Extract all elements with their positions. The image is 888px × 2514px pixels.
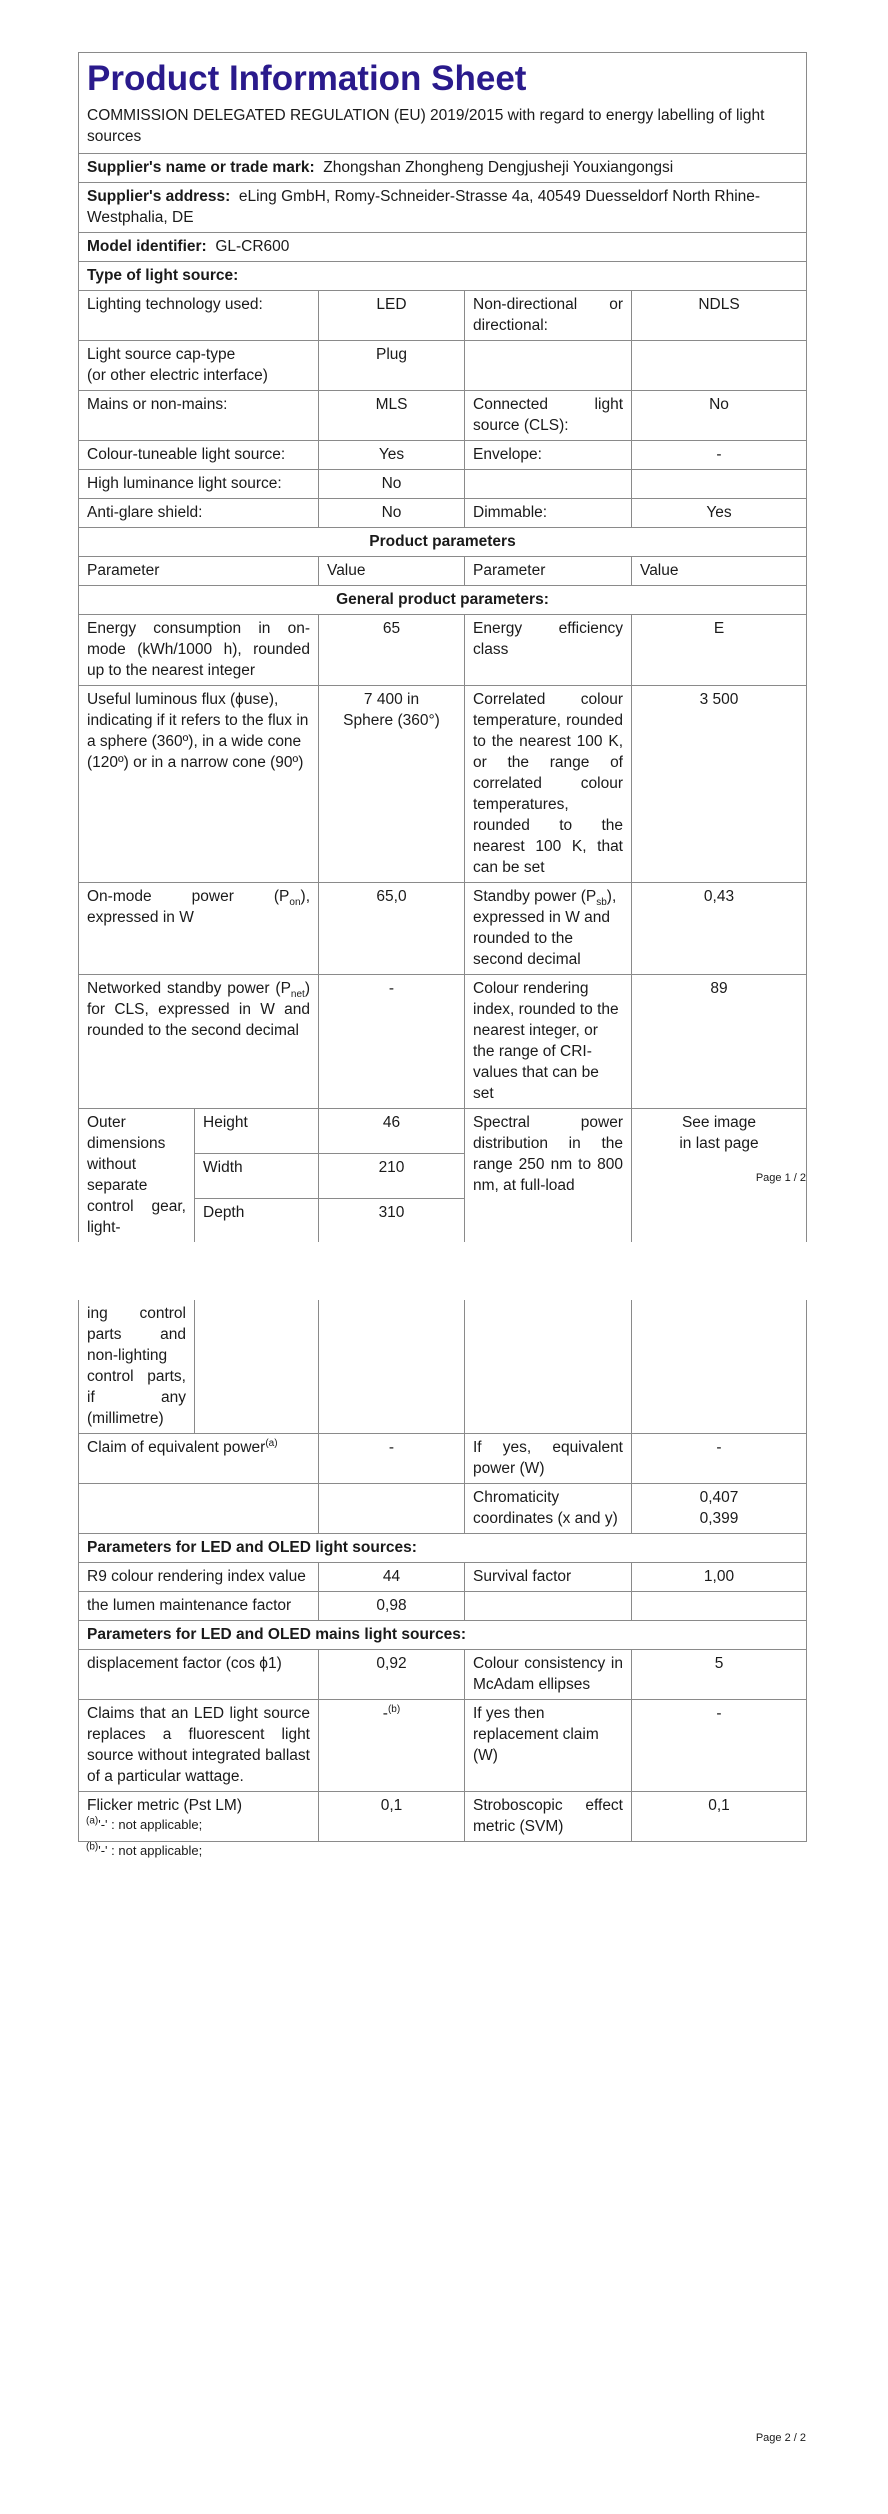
chromaticity-label: Chromaticity coordinates (x and y) bbox=[465, 1484, 632, 1534]
empty-cell bbox=[465, 1592, 632, 1621]
height-value: 46 bbox=[319, 1109, 465, 1154]
mains-parameters-heading: Parameters for LED and OLED mains light sources: bbox=[79, 1621, 807, 1650]
width-value: 210 bbox=[319, 1153, 465, 1198]
regulation-text: COMMISSION DELEGATED REGULATION (EU) 2019/2015 with regard to energy labelling of light sources bbox=[87, 107, 765, 145]
cri-label: Colour rendering index, rounded to the nearest integer, or the range of CRI-values that can be set bbox=[465, 975, 632, 1109]
energy-consumption-label: Energy consumption in on-mode (kWh/1000 h), rounded up to the nearest integer bbox=[79, 615, 319, 686]
dimensions-empty-cell bbox=[319, 1300, 465, 1434]
standby-power-value: 0,43 bbox=[632, 883, 807, 975]
survival-factor-label: Survival factor bbox=[465, 1563, 632, 1592]
type-row bbox=[79, 391, 807, 441]
height-label: Height bbox=[195, 1109, 319, 1154]
supplier-name-row bbox=[79, 154, 807, 183]
page-1 bbox=[0, 0, 888, 1236]
type-row bbox=[79, 291, 807, 341]
replacement-claim-value: -$^{(b)}$ bbox=[319, 1700, 465, 1792]
equivalent-power-claim-label: Claim of equivalent power$^{(a)}$ bbox=[79, 1434, 319, 1484]
type-label bbox=[465, 341, 632, 391]
outer-dimensions-label: Outer dimensions without separate control gear, light- bbox=[79, 1109, 195, 1243]
equivalent-power-claim-value: - bbox=[319, 1434, 465, 1484]
standby-power-label: Standby power $(P_{sb})$, expressed in W and rounded to the second decimal bbox=[465, 883, 632, 975]
page-number: Page 2 / 2 bbox=[755, 2432, 806, 2444]
type-of-light-source-heading: Type of light source: bbox=[79, 262, 807, 291]
type-row bbox=[79, 441, 807, 470]
type-value: Yes bbox=[632, 499, 807, 528]
type-value bbox=[632, 470, 807, 499]
lumen-maintenance-value: 0,98 bbox=[319, 1592, 465, 1621]
cap-type-sublabel: (or other electric interface) bbox=[87, 367, 268, 384]
lumen-maintenance-label: the lumen maintenance factor bbox=[79, 1592, 319, 1621]
chromaticity-y: 0,399 bbox=[699, 1510, 739, 1527]
model-identifier-value: GL-CR600 bbox=[215, 238, 290, 255]
luminous-flux-row bbox=[79, 686, 807, 883]
type-value: LED bbox=[319, 291, 465, 341]
equivalent-power-row bbox=[79, 1434, 807, 1484]
type-row bbox=[79, 499, 807, 528]
depth-label: Depth bbox=[195, 1198, 319, 1242]
cri-value: 89 bbox=[632, 975, 807, 1109]
spectral-label: Spectral power distribution in the range 250 nm to 800 nm, at full-load bbox=[465, 1109, 632, 1243]
column-header-parameter: Parameter bbox=[79, 557, 319, 586]
type-label: Envelope: bbox=[465, 441, 632, 470]
flicker-metric-label: Flicker metric (Pst LM) bbox=[79, 1792, 319, 1842]
replacement-claim-label: Claims that an LED light source replaces a fluorescent light source without integrated ballast of a particular wattage. bbox=[79, 1700, 319, 1792]
energy-class-label: Energy efficiency class bbox=[465, 615, 632, 686]
chromaticity-row bbox=[79, 1484, 807, 1534]
product-information-table-page-1 bbox=[78, 52, 807, 1242]
replacement-w-label: If yes then replacement claim (W) bbox=[465, 1700, 632, 1792]
power-row bbox=[79, 883, 807, 975]
dimensions-continued-row bbox=[79, 1300, 807, 1434]
type-label: Non-directional or directional: bbox=[465, 291, 632, 341]
dimensions-empty-cell bbox=[195, 1300, 319, 1434]
r9-row bbox=[79, 1563, 807, 1592]
spectral-value-line1: See image bbox=[681, 1114, 757, 1131]
type-value: - bbox=[632, 441, 807, 470]
type-label: Mains or non-mains: bbox=[79, 391, 319, 441]
luminous-flux-value bbox=[319, 686, 465, 883]
supplier-address-row bbox=[79, 183, 807, 233]
displacement-row bbox=[79, 1650, 807, 1700]
empty-cell bbox=[79, 1484, 319, 1534]
supplier-address-value: eLing GmbH, Romy-Schneider-Strasse 4a, 40549 Duesseldorf North Rhine-Westphalia, DE bbox=[87, 188, 761, 226]
dimensions-empty-cell bbox=[632, 1300, 807, 1434]
type-label: Anti-glare shield: bbox=[79, 499, 319, 528]
model-identifier-label: Model identifier: bbox=[87, 238, 207, 255]
type-value: NDLS bbox=[632, 291, 807, 341]
type-row bbox=[79, 341, 807, 391]
column-header-value: Value bbox=[319, 557, 465, 586]
type-label: Colour-tuneable light source: bbox=[79, 441, 319, 470]
displacement-factor-value: 0,92 bbox=[319, 1650, 465, 1700]
replacement-claim-row bbox=[79, 1700, 807, 1792]
colour-consistency-value: 5 bbox=[632, 1650, 807, 1700]
type-value: No bbox=[319, 499, 465, 528]
footnote-b: $^{(b)}$'-' : not applicable; bbox=[86, 1841, 203, 1858]
empty-cell bbox=[632, 1592, 807, 1621]
product-parameters-heading: Product parameters bbox=[79, 528, 807, 557]
type-value bbox=[632, 341, 807, 391]
type-row bbox=[79, 470, 807, 499]
luminous-flux-value-line2: Sphere (360°) bbox=[343, 712, 440, 729]
chromaticity-x: 0,407 bbox=[699, 1489, 739, 1506]
type-value: No bbox=[319, 470, 465, 499]
column-header-row bbox=[79, 557, 807, 586]
cap-type-label: Light source cap-type bbox=[87, 346, 236, 363]
outer-dimensions-label-continued: ing control parts and non-lighting control parts, if any (millimetre) bbox=[79, 1300, 195, 1434]
footnote-a: $^{(a)}$'-' : not applicable; bbox=[86, 1815, 203, 1832]
type-label: High luminance light source: bbox=[79, 470, 319, 499]
page-2 bbox=[0, 1250, 888, 2514]
energy-consumption-value: 65 bbox=[319, 615, 465, 686]
width-label: Width bbox=[195, 1153, 319, 1198]
cct-value: 3 500 bbox=[632, 686, 807, 883]
supplier-name-label: Supplier's name or trade mark: bbox=[87, 159, 315, 176]
document-title: Product Information Sheet bbox=[87, 59, 527, 98]
cct-label: Correlated colour temperature, rounded to the nearest 100 K, or the range of correlated colour temperatures, rounded to the nearest 100 K, that can be set bbox=[465, 686, 632, 883]
column-header-parameter: Parameter bbox=[465, 557, 632, 586]
spectral-value-line2: in last page bbox=[679, 1135, 759, 1152]
flicker-metric-value: 0,1 bbox=[319, 1792, 465, 1842]
column-header-value: Value bbox=[632, 557, 807, 586]
energy-class-value: E bbox=[632, 615, 807, 686]
type-value: No bbox=[632, 391, 807, 441]
networked-standby-label: Networked standby power $(P_{net})$ for CLS, expressed in W and rounded to the second decimal bbox=[79, 975, 319, 1109]
equivalent-power-value: - bbox=[632, 1434, 807, 1484]
survival-factor-value: 1,00 bbox=[632, 1563, 807, 1592]
type-label: Connected light source (CLS): bbox=[465, 391, 632, 441]
displacement-factor-label: displacement factor (cos ϕ1) bbox=[79, 1650, 319, 1700]
colour-consistency-label: Colour consistency in McAdam ellipses bbox=[465, 1650, 632, 1700]
product-information-table-page-2 bbox=[78, 1300, 807, 1842]
luminous-flux-value-line1: 7 400 in bbox=[363, 691, 420, 708]
model-identifier-row bbox=[79, 233, 807, 262]
dimensions-empty-cell bbox=[465, 1300, 632, 1434]
supplier-name-value: Zhongshan Zhongheng Dengjusheji Youxiangongsi bbox=[323, 159, 674, 176]
dimensions-row-height bbox=[79, 1109, 807, 1154]
svm-value: 0,1 bbox=[632, 1792, 807, 1842]
type-label bbox=[465, 470, 632, 499]
networked-standby-row bbox=[79, 975, 807, 1109]
general-parameters-heading: General product parameters: bbox=[79, 586, 807, 615]
on-mode-power-value: 65,0 bbox=[319, 883, 465, 975]
lumen-maintenance-row bbox=[79, 1592, 807, 1621]
networked-standby-value: - bbox=[319, 975, 465, 1109]
on-mode-power-label: On-mode power $(P_{on})$, expressed in W bbox=[79, 883, 319, 975]
r9-label: R9 colour rendering index value bbox=[79, 1563, 319, 1592]
svm-label: Stroboscopic effect metric (SVM) bbox=[465, 1792, 632, 1842]
led-parameters-heading: Parameters for LED and OLED light sources: bbox=[79, 1534, 807, 1563]
title-block bbox=[79, 53, 807, 154]
type-value: MLS bbox=[319, 391, 465, 441]
depth-value: 310 bbox=[319, 1198, 465, 1242]
type-label: Dimmable: bbox=[465, 499, 632, 528]
type-value: Yes bbox=[319, 441, 465, 470]
type-label: Lighting technology used: bbox=[79, 291, 319, 341]
luminous-flux-label: Useful luminous flux (ϕuse), indicating if it refers to the flux in a sphere (360º), in a wide cone (120º) or in a narrow cone (90º) bbox=[79, 686, 319, 883]
supplier-address-label: Supplier's address: bbox=[87, 188, 231, 205]
replacement-w-value: - bbox=[632, 1700, 807, 1792]
page-number: Page 1 / 2 bbox=[755, 1172, 806, 1184]
type-value: Plug bbox=[319, 341, 465, 391]
r9-value: 44 bbox=[319, 1563, 465, 1592]
equivalent-power-label: If yes, equivalent power (W) bbox=[465, 1434, 632, 1484]
type-label bbox=[79, 341, 319, 391]
empty-cell bbox=[319, 1484, 465, 1534]
energy-consumption-row bbox=[79, 615, 807, 686]
chromaticity-value bbox=[632, 1484, 807, 1534]
